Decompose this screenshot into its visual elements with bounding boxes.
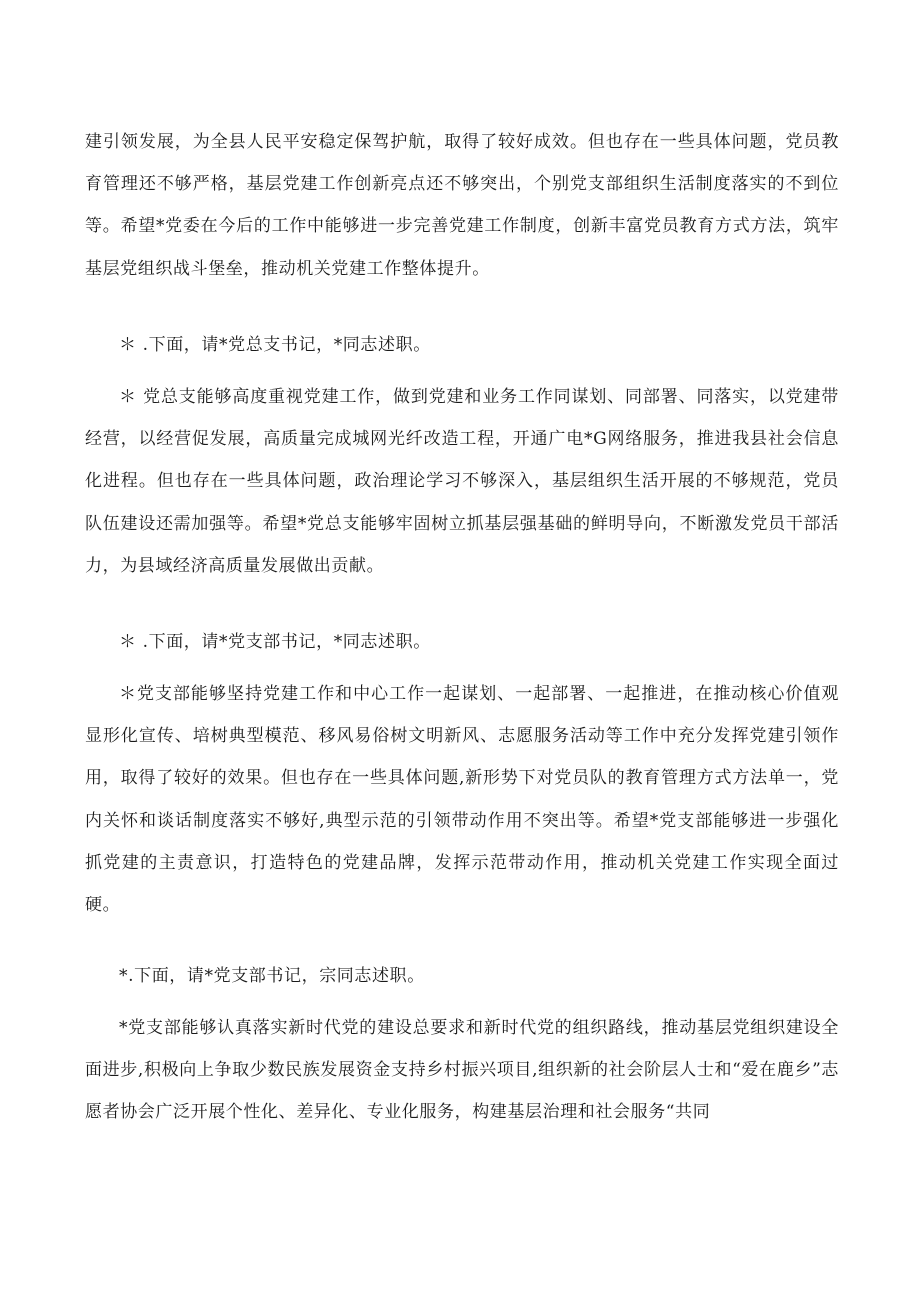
paragraph-branch-review: ＊党支部能够坚持党建工作和中心工作一起谋划、一起部署、一起推进，在推动核心价值观显形化宣传、培树典型模范、移风易俗树文明新风、志愿服务活动等工作中充分发挥党建引领作用，取得了较好的效果。但也存在一些具体问题,新形势下对党员队的教育管理方式方法单一，党内关怀和谈话制度落实不够好,典型示范的引领带动作用不突出等。希望*党支部能够进一步强化抓党建的主责意识，打造特色的党建品牌，发挥示范带动作用，推动机关党建工作实现全面过硬。: [85, 684, 839, 916]
paragraph-general-branch-review: ＊ 党总支能够高度重视党建工作，做到党建和业务工作同谋划、同部署、同落实，以党建带经营，以经营促发展，高质量完成城网光纤改造工程，开通广电*G网络服务，推进我县社会信息化进程。但也存在一些具体问题，政治理论学习不够深入，基层组织生活开展的不够规范，党员队伍建设还需加强等。希望*党总支能够牢固树立抓基层强基础的鲜明导向，不断激发党员干部活力，为县域经济高质量发展做出贡献。: [85, 387, 839, 576]
paragraph-branch-call: ＊ .下面，请*党支部书记，*同志述职。: [119, 632, 431, 652]
paragraph-branch-call-song: *.下面，请*党支部书记，宗同志述职。: [119, 966, 425, 986]
paragraph-party-committee-review: 建引领发展，为全县人民平安稳定保驾护航，取得了较好成效。但也存在一些具体问题，党员教育管理还不够严格，基层党建工作创新亮点还不够突出，个别党支部组织生活制度落实的不到位等。希望*党委在今后的工作中能够进一步完善党建工作制度，创新丰富党员教育方式方法，筑牢基层党组织战斗堡垒，推动机关党建工作整体提升。: [85, 132, 839, 279]
paragraph-branch-review-song: *党支部能够认真落实新时代党的建设总要求和新时代党的组织路线，推动基层党组织建设全面进步,积极向上争取少数民族发展资金支持乡村振兴项目,组织新的社会阶层人士和“爱在鹿乡”志愿者协会广泛开展个性化、差异化、专业化服务，构建基层治理和社会服务“共同: [85, 1018, 839, 1123]
paragraph-general-branch-call: ＊ .下面，请*党总支书记，*同志述职。: [119, 335, 431, 355]
